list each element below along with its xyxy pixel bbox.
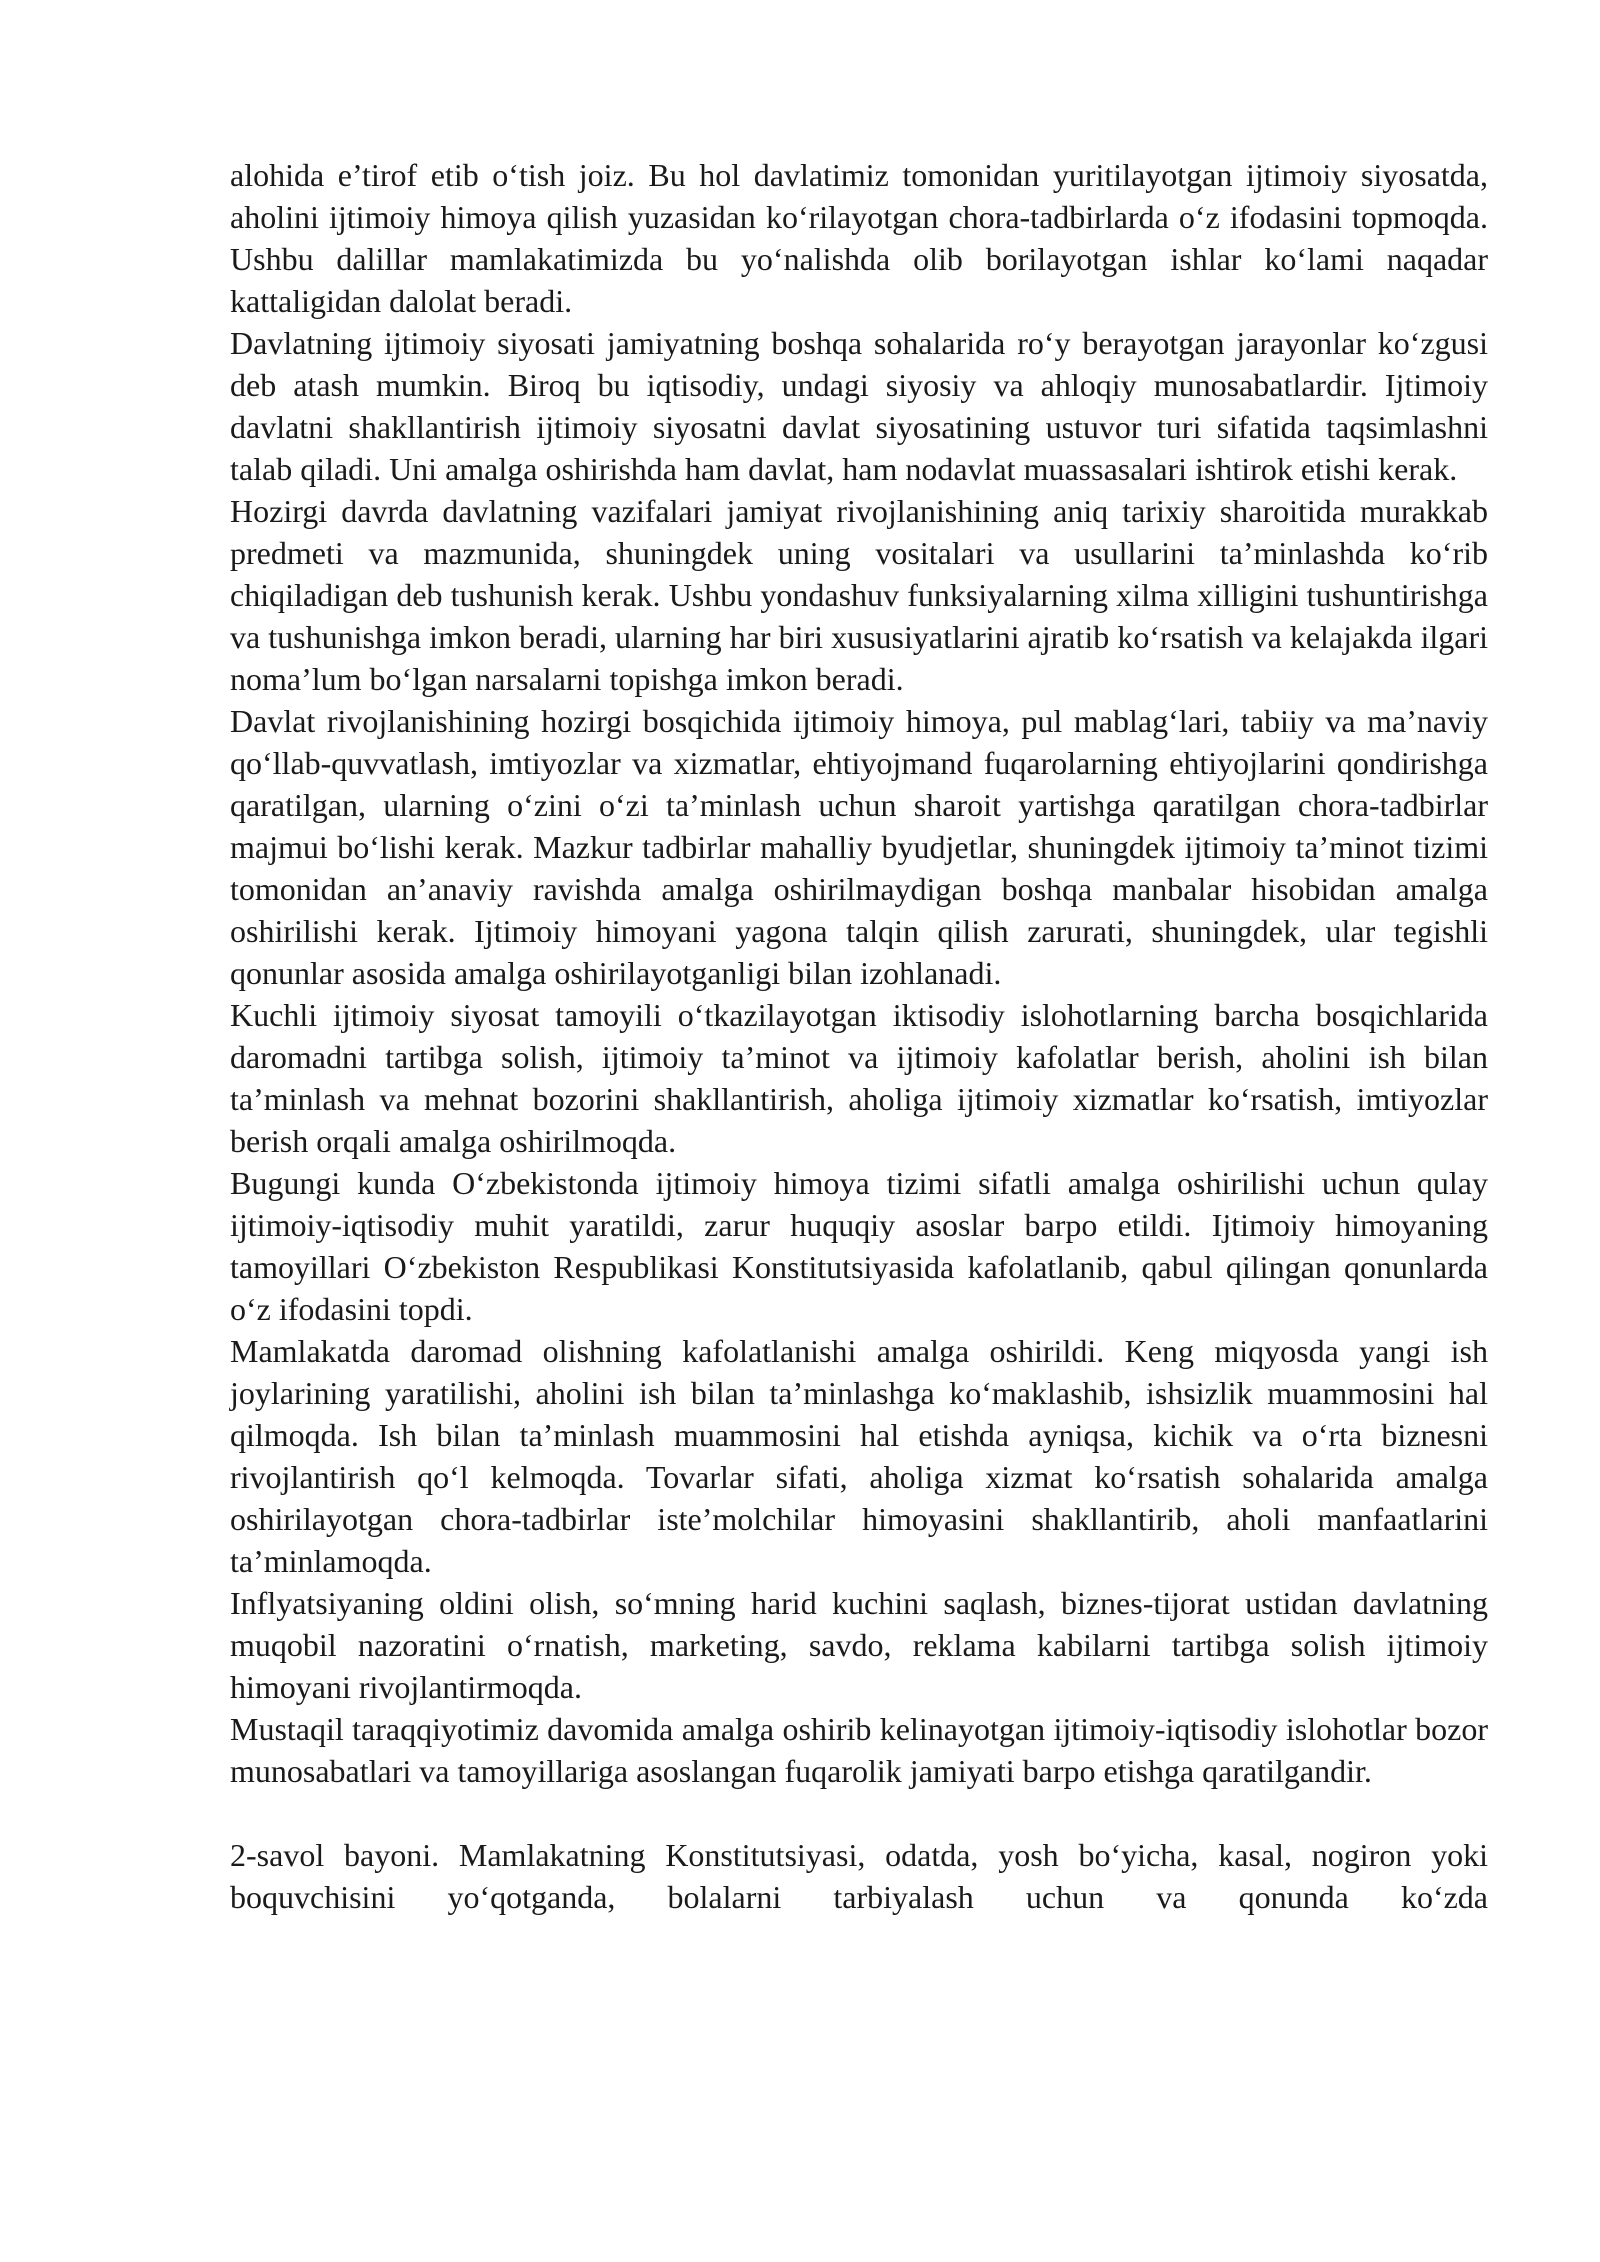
paragraph-7: Mamlakatda daromad olishning kafolatlanishi amalga oshirildi. Keng miqyosda yangi ish joylarining yaratilishi, aholini ish bilan ta’minlashga ko‘maklashib, ishsizlik muammosini hal qilmoqda. Ish bilan ta’minlash muammosini hal etishda ayniqsa, kichik va o‘rta biznesni rivojlantirish qo‘l kelmoqda. Tovarlar sifati, aholiga xizmat ko‘rsatish sohalarida amalga oshirilayotgan chora-tadbirlar iste’molchilar himoyasini shakllantirib, aholi manfaatlarini ta’minlamoqda. <box>230 1333 1488 1579</box>
paragraph-4: Davlat rivojlanishining hozirgi bosqichida ijtimoiy himoya, pul mablag‘lari, tabiiy va ma’naviy qo‘llab-quvvatlash, imtiyozlar va xizmatlar, ehtiyojmand fuqarolarning ehtiyojlarini qondirishga qaratilgan, ularning o‘zini o‘zi ta’minlash uchun sharoit yartishga qaratilgan chora-tadbirlar majmui bo‘lishi kerak. Mazkur tadbirlar mahalliy byudjetlar, shuningdek ijtimoiy ta’minot tizimi tomonidan an’anaviy ravishda amalga oshirilmaydigan boshqa manbalar hisobidan amalga oshirilishi kerak. Ijtimoiy himoyani yagona talqin qilish zarurati, shuningdek, ular tegishli qonunlar asosida amalga oshirilayotganligi bilan izohlanadi. <box>230 703 1488 991</box>
paragraph-9: Mustaqil taraqqiyotimiz davomida amalga oshirib kelinayotgan ijtimoiy-iqtisodiy islohotlar bozor munosabatlari va tamoyillariga asoslangan fuqarolik jamiyati barpo etishga qaratilgandir. <box>230 1711 1488 1789</box>
paragraph-question-2: 2-savol bayoni. Mamlakatning Konstitutsiyasi, odatda, yosh bo‘yicha, kasal, nogiron yoki boquvchisini yo‘qotganda, bolalarni tarbiyalash uchun va qonunda ko‘zda <box>230 1837 1488 1915</box>
paragraph-gap <box>230 1792 1488 1834</box>
paragraph-1: alohida e’tirof etib o‘tish joiz. Bu hol davlatimiz tomonidan yuritilayotgan ijtimoiy siyosatda, aholini ijtimoiy himoya qilish yuzasidan ko‘rilayotgan chora-tadbirlarda o‘z ifodasini topmoqda. Ushbu dalillar mamlakatimizda bu yo‘nalishda olib borilayotgan ishlar ko‘lami naqadar kattaligidan dalolat beradi. <box>230 157 1488 319</box>
paragraph-6: Bugungi kunda O‘zbekistonda ijtimoiy himoya tizimi sifatli amalga oshirilishi uchun qulay ijtimoiy-iqtisodiy muhit yaratildi, zarur huquqiy asoslar barpo etildi. Ijtimoiy himoyaning tamoyillari O‘zbekiston Respublikasi Konstitutsiyasida kafolatlanib, qabul qilingan qonunlarda o‘z ifodasini topdi. <box>230 1165 1488 1327</box>
paragraph-8: Inflyatsiyaning oldini olish, so‘mning harid kuchini saqlash, biznes-tijorat ustidan davlatning muqobil nazoratini o‘rnatish, marketing, savdo, reklama kabilarni tartibga solish ijtimoiy himoyani rivojlantirmoqda. <box>230 1585 1488 1705</box>
paragraph-3: Hozirgi davrda davlatning vazifalari jamiyat rivojlanishining aniq tarixiy sharoitida murakkab predmeti va mazmunida, shuningdek uning vositalari va usullarini ta’minlashda ko‘rib chiqiladigan deb tushunish kerak. Ushbu yondashuv funksiyalarning xilma xilligini tushuntirishga va tushunishga imkon beradi, ularning har biri xususiyatlarini ajratib ko‘rsatish va kelajakda ilgari noma’lum bo‘lgan narsalarni topishga imkon beradi. <box>230 493 1488 697</box>
paragraph-2: Davlatning ijtimoiy siyosati jamiyatning boshqa sohalarida ro‘y berayotgan jarayonlar ko‘zgusi deb atash mumkin. Biroq bu iqtisodiy, undagi siyosiy va ahloqiy munosabatlardir. Ijtimoiy davlatni shakllantirish ijtimoiy siyosatni davlat siyosatining ustuvor turi sifatida taqsimlashni talab qiladi. Uni amalga oshirishda ham davlat, ham nodavlat muassasalari ishtirok etishi kerak. <box>230 325 1488 487</box>
document-body <box>230 154 1488 1918</box>
paragraph-5: Kuchli ijtimoiy siyosat tamoyili o‘tkazilayotgan iktisodiy islohotlarning barcha bosqichlarida daromadni tartibga solish, ijtimoiy ta’minot va ijtimoiy kafolatlar berish, aholini ish bilan ta’minlash va mehnat bozorini shakllantirish, aholiga ijtimoiy xizmatlar ko‘rsatish, imtiyozlar berish orqali amalga oshirilmoqda. <box>230 997 1488 1159</box>
